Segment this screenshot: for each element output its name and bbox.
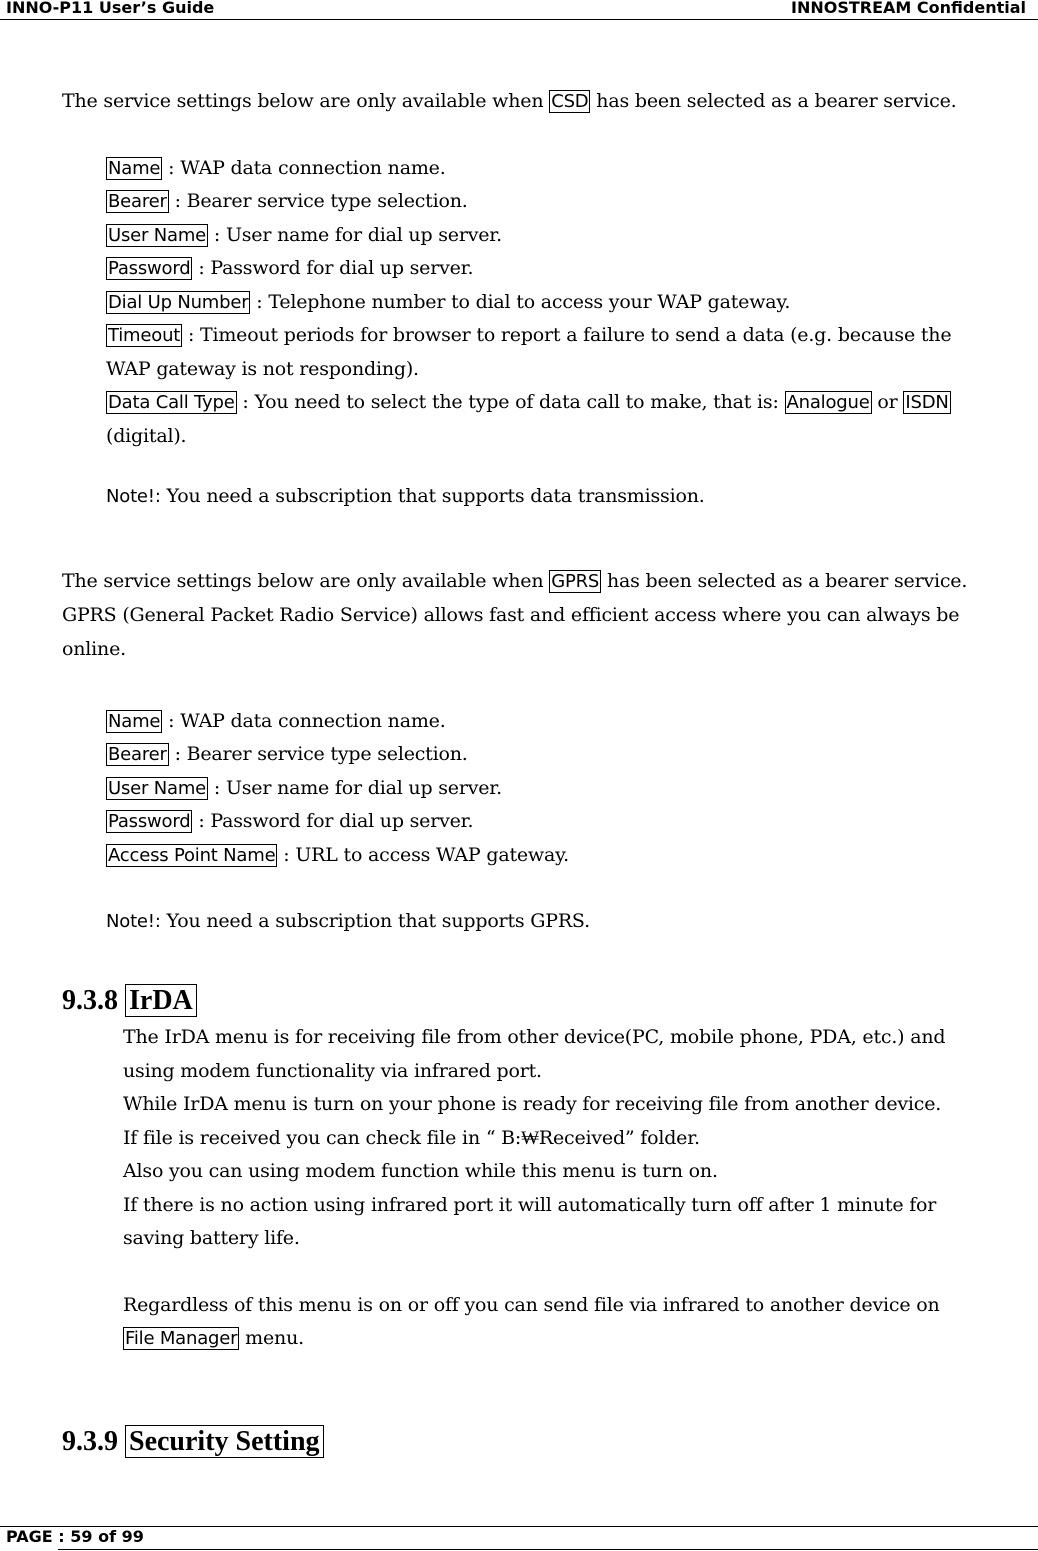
csd-key: CSD	[551, 91, 589, 112]
footer-divider-bottom	[58, 1549, 1038, 1550]
note-label: Note!:	[106, 911, 161, 932]
header-doc-title: INNO-P11 User’s Guide	[6, 0, 215, 17]
security-title: Security Setting	[125, 1425, 324, 1458]
username-key: User Name	[108, 778, 207, 799]
header-confidential: INNOSTREAM Confidential	[791, 0, 1026, 17]
csd-datacalltype-cont: (digital).	[106, 425, 187, 447]
csd-note: Note!: You need a subscription that supports data transmission.	[106, 485, 705, 507]
gprs-key: GPRS	[551, 571, 600, 592]
file-manager-key: File Manager	[125, 1328, 238, 1349]
csd-timeout-item: Timeout : Timeout periods for browser to report a failure to send a data (e.g. because the	[108, 324, 952, 346]
name-key: Name	[108, 158, 161, 179]
section-heading-irda: 9.3.8 IrDA	[62, 985, 197, 1017]
gprs-bearer-item: Bearer : Bearer service type selection.	[108, 743, 468, 765]
irda-line-4: If file is received you can check file in “ B:₩Received” folder.	[123, 1127, 700, 1149]
datacalltype-key: Data Call Type	[108, 392, 235, 413]
gprs-apn-item: Access Point Name : URL to access WAP gateway.	[108, 844, 569, 866]
irda-line-2: using modem functionality via infrared port.	[123, 1060, 542, 1082]
irda-line-6: If there is no action using infrared port it will automatically turn off after 1 minute for	[123, 1194, 937, 1216]
irda-line-5: Also you can using modem function while this menu is turn on.	[123, 1160, 718, 1182]
footer-divider-top	[0, 1526, 1038, 1527]
dialup-key: Dial Up Number	[108, 292, 249, 313]
gprs-intro-line2: GPRS (General Packet Radio Service) allows fast and efficient access where you can always be	[62, 604, 960, 626]
irda-title: IrDA	[125, 984, 197, 1017]
irda-line-7: saving battery life.	[123, 1227, 300, 1249]
name-key: Name	[108, 711, 161, 732]
password-key: Password	[108, 811, 191, 832]
gprs-note: Note!: You need a subscription that supports GPRS.	[106, 910, 590, 932]
username-key: User Name	[108, 225, 207, 246]
csd-bearer-item: Bearer : Bearer service type selection.	[108, 190, 468, 212]
gprs-name-item: Name : WAP data connection name.	[108, 710, 446, 732]
gprs-intro-line3: online.	[62, 638, 126, 660]
csd-password-item: Password : Password for dial up server.	[108, 257, 474, 279]
analogue-key: Analogue	[786, 392, 870, 413]
csd-datacalltype-item: Data Call Type : You need to select the type of data call to make, that is: Analogue or ISDN	[108, 391, 949, 413]
note-label: Note!:	[106, 486, 161, 507]
csd-timeout-cont: WAP gateway is not responding).	[106, 358, 419, 380]
csd-username-item: User Name : User name for dial up server.	[108, 224, 502, 246]
csd-dialup-item: Dial Up Number : Telephone number to dial to access your WAP gateway.	[108, 291, 791, 313]
bearer-key: Bearer	[108, 191, 167, 212]
gprs-username-item: User Name : User name for dial up server.	[108, 777, 502, 799]
page-header	[0, 0, 1038, 20]
section-heading-security: 9.3.9 Security Setting	[62, 1426, 324, 1458]
irda-line-3: While IrDA menu is turn on your phone is ready for receiving file from another device.	[123, 1093, 942, 1115]
bearer-key: Bearer	[108, 744, 167, 765]
timeout-key: Timeout	[108, 325, 181, 346]
irda-filemanager-line: File Manager menu.	[125, 1327, 304, 1349]
csd-intro: The service settings below are only available when CSD has been selected as a bearer service.	[62, 90, 957, 112]
irda-regardless: Regardless of this menu is on or off you can send file via infrared to another device on	[123, 1294, 940, 1316]
gprs-password-item: Password : Password for dial up server.	[108, 810, 474, 832]
apn-key: Access Point Name	[108, 845, 276, 866]
password-key: Password	[108, 258, 191, 279]
gprs-intro: The service settings below are only available when GPRS has been selected as a bearer service.	[62, 570, 968, 592]
isdn-key: ISDN	[905, 392, 949, 413]
footer-page-number: PAGE : 59 of 99	[6, 1527, 144, 1546]
irda-line-1: The IrDA menu is for receiving file from other device(PC, mobile phone, PDA, etc.) and	[123, 1026, 946, 1048]
csd-name-item: Name : WAP data connection name.	[108, 157, 446, 179]
